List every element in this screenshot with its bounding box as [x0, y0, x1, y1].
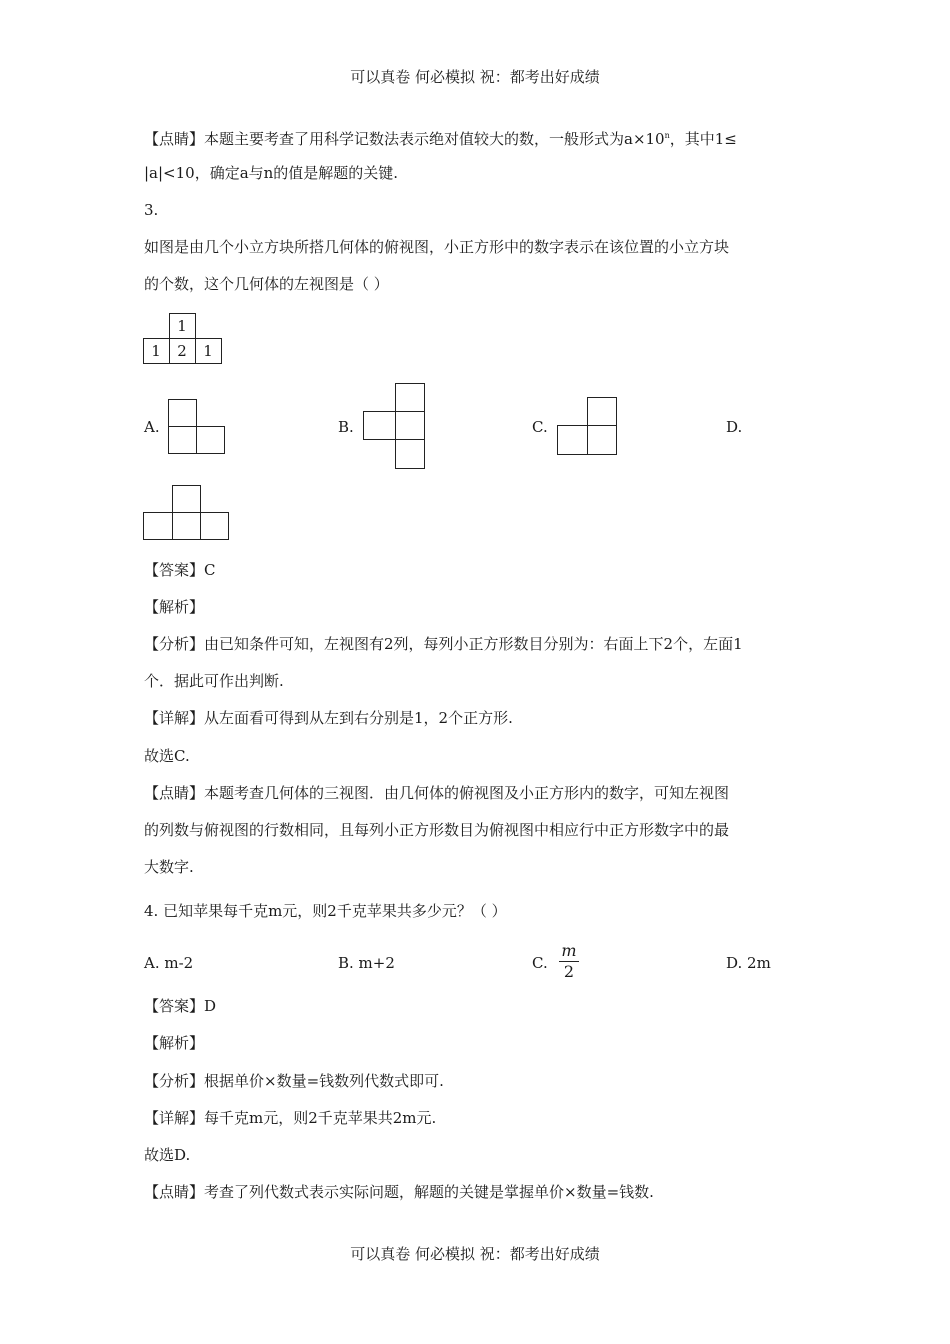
q3-fenxi-line1: 【分析】由已知条件可知，左视图有2列，每列小正方形数目分别为：右面上下2个，左面1	[144, 635, 743, 653]
q4-option-d: D. 2m	[726, 954, 771, 972]
q4-analysis-label: 【解析】	[144, 1034, 205, 1052]
q3-fenxi-line2: 个．据此可作出判断.	[144, 672, 284, 690]
option-a-square	[196, 426, 225, 454]
q3-option-d-label: D.	[726, 418, 743, 436]
q3-number: 3.	[144, 201, 159, 219]
option-a-square	[168, 426, 197, 454]
option-c-square	[587, 425, 617, 455]
top-view-number-left: 1	[151, 342, 161, 360]
q3-option-a-label: A.	[144, 418, 160, 436]
q2-dianjing-line2: |a|<10，确定a与n的值是解题的关键.	[144, 164, 399, 182]
top-view-number-top: 1	[177, 317, 187, 335]
option-b-square	[395, 411, 425, 440]
q2-dianjing-text-b: ，其中1≤	[669, 130, 737, 148]
q4-option-c-fraction	[559, 942, 579, 981]
q4-stem: 4. 已知苹果每千克m元，则2千克苹果共多少元？（ ）	[144, 902, 507, 920]
q3-answer: 【答案】C	[144, 561, 216, 579]
q4-dianjing: 【点睛】考查了列代数式表示实际问题，解题的关键是掌握单价×数量=钱数.	[144, 1183, 654, 1201]
q2-dianjing-exponent: n	[664, 131, 670, 140]
q3-dianjing-line1: 【点睛】本题考查几何体的三视图．由几何体的俯视图及小正方形内的数字，可知左视图	[144, 784, 730, 802]
q3-stem-line1: 如图是由几个小立方块所搭几何体的俯视图，小正方形中的数字表示在该位置的小立方块	[144, 238, 730, 256]
q4-xiangjie: 【详解】每千克m元，则2千克苹果共2m元.	[144, 1109, 437, 1127]
option-a-square	[168, 399, 197, 427]
q3-option-c-label: C.	[532, 418, 548, 436]
q3-xiangjie: 【详解】从左面看可得到从左到右分别是1，2个正方形.	[144, 709, 513, 727]
q4-option-a: A. m-2	[144, 954, 194, 972]
q4-choose: 故选D.	[144, 1146, 191, 1164]
option-b-square	[395, 439, 425, 469]
option-c-square	[587, 397, 617, 426]
top-view-number-right: 1	[203, 342, 213, 360]
q3-stem-line2: 的个数，这个几何体的左视图是（ ）	[144, 275, 389, 293]
option-d-square	[143, 512, 173, 540]
option-d-square	[200, 512, 229, 540]
q4-option-b: B. m+2	[338, 954, 395, 972]
option-c-square	[557, 425, 588, 455]
q3-analysis-label: 【解析】	[144, 598, 205, 616]
fraction-denominator: 2	[563, 962, 575, 981]
q2-dianjing-text-a: 【点睛】本题主要考查了用科学记数法表示绝对值较大的数，一般形式为a×10	[144, 130, 665, 148]
page-footer: 可以真卷 何必模拟 祝：都考出好成绩	[350, 1245, 600, 1263]
q4-answer: 【答案】D	[144, 997, 217, 1015]
top-view-number-middle: 2	[177, 342, 187, 360]
q4-option-c-label: C.	[532, 954, 548, 972]
q2-dianjing-line1	[144, 126, 737, 149]
option-d-square	[172, 485, 201, 513]
q3-dianjing-line3: 大数字.	[144, 858, 194, 876]
q3-option-b-label: B.	[338, 418, 354, 436]
option-b-square	[395, 383, 425, 412]
q3-choose: 故选C.	[144, 747, 190, 765]
page-header: 可以真卷 何必模拟 祝：都考出好成绩	[350, 68, 600, 86]
option-d-square	[172, 512, 201, 540]
fraction-numerator: m	[561, 941, 577, 960]
q4-fenxi: 【分析】根据单价×数量=钱数列代数式即可.	[144, 1072, 444, 1090]
option-b-square	[363, 411, 396, 440]
q3-dianjing-line2: 的列数与俯视图的行数相同，且每列小正方形数目为俯视图中相应行中正方形数字中的最	[144, 821, 730, 839]
